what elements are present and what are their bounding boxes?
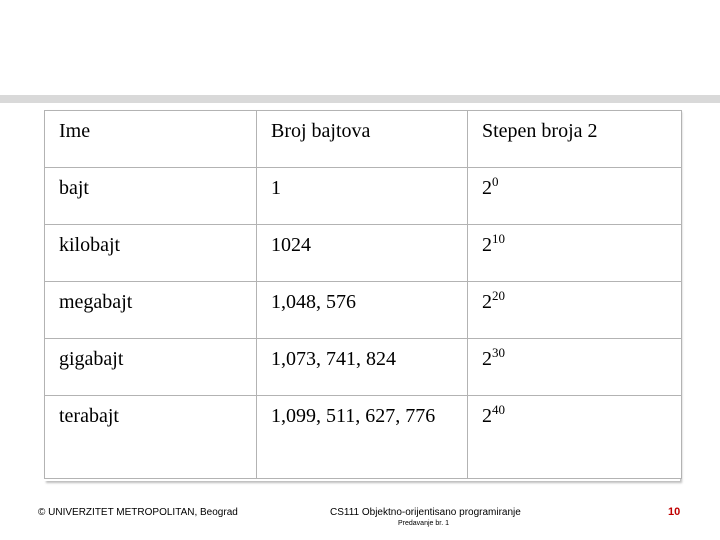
power-exponent: 0 xyxy=(492,174,499,189)
cell-byte-count: 1,048, 576 xyxy=(257,282,468,339)
bytes-table xyxy=(44,110,682,479)
table-row xyxy=(45,396,682,479)
header-cell-power: Stepen broja 2 xyxy=(468,111,682,168)
cell-byte-count: 1,099, 511, 627, 776 xyxy=(257,396,468,479)
top-decorative-band xyxy=(0,95,720,103)
cell-byte-count: 1,073, 741, 824 xyxy=(257,339,468,396)
cell-power-of-two xyxy=(468,225,682,282)
power-exponent: 40 xyxy=(492,402,505,417)
cell-power-of-two xyxy=(468,396,682,479)
footer-course-title: CS111 Objektno-orijentisano programiranje xyxy=(330,507,521,518)
cell-unit-name: megabajt xyxy=(45,282,257,339)
power-exponent: 20 xyxy=(492,288,505,303)
cell-unit-name: terabajt xyxy=(45,396,257,479)
table-row xyxy=(45,339,682,396)
header-cell-name: Ime xyxy=(45,111,257,168)
cell-unit-name: bajt xyxy=(45,168,257,225)
cell-unit-name: kilobajt xyxy=(45,225,257,282)
power-base: 2 xyxy=(482,405,492,427)
table-header-row xyxy=(45,111,682,168)
power-base: 2 xyxy=(482,291,492,313)
table-row xyxy=(45,225,682,282)
footer-copyright: © UNIVERZITET METROPOLITAN, Beograd xyxy=(38,507,238,518)
cell-byte-count: 1 xyxy=(257,168,468,225)
power-base: 2 xyxy=(482,348,492,370)
cell-unit-name: gigabajt xyxy=(45,339,257,396)
cell-power-of-two xyxy=(468,282,682,339)
cell-byte-count: 1024 xyxy=(257,225,468,282)
table-row xyxy=(45,282,682,339)
power-base: 2 xyxy=(482,177,492,199)
footer-course-info xyxy=(330,507,530,527)
power-exponent: 30 xyxy=(492,345,505,360)
table-row xyxy=(45,168,682,225)
bytes-table-container xyxy=(44,110,680,481)
footer-lecture-number: Predavanje br. 1 xyxy=(398,520,449,527)
power-base: 2 xyxy=(482,234,492,256)
page-number: 10 xyxy=(668,506,681,518)
cell-power-of-two xyxy=(468,168,682,225)
cell-power-of-two xyxy=(468,339,682,396)
header-cell-bytes: Broj bajtova xyxy=(257,111,468,168)
power-exponent: 10 xyxy=(492,231,505,246)
